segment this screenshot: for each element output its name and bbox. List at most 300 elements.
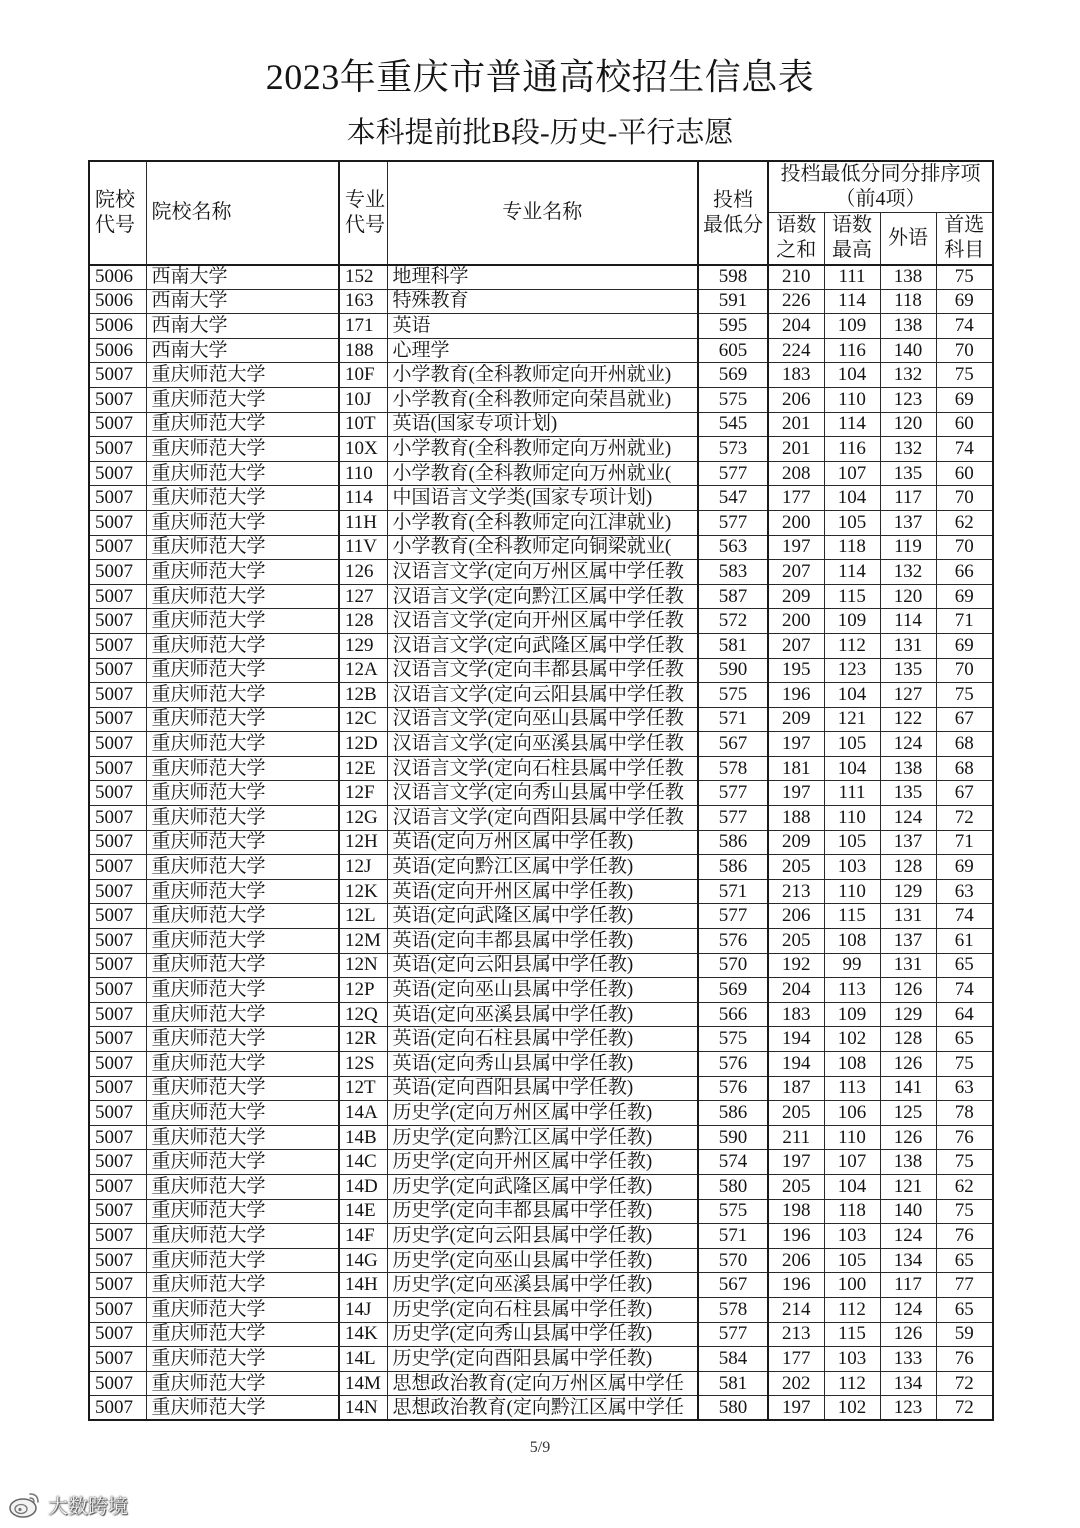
cell-foreign-language: 138 (880, 756, 936, 781)
cell-first-subject: 62 (936, 1174, 993, 1199)
cell-foreign-language: 135 (880, 461, 936, 486)
table-row (89, 510, 993, 535)
cell-school-code: 5007 (89, 584, 146, 609)
table-row (89, 1002, 993, 1027)
cell-min-score: 580 (698, 1174, 768, 1199)
cell-school-name: 重庆师范大学 (146, 1347, 339, 1372)
cell-chinese-math-sum: 197 (768, 1396, 824, 1421)
cell-first-subject: 71 (936, 830, 993, 855)
cell-min-score: 598 (698, 265, 768, 290)
header-first-subject (936, 213, 993, 265)
brand-watermark-text: 大数跨境 (48, 1494, 128, 1518)
cell-chinese-math-max: 116 (824, 437, 880, 462)
cell-foreign-language: 135 (880, 658, 936, 683)
cell-first-subject: 75 (936, 683, 993, 708)
cell-school-code: 5007 (89, 830, 146, 855)
cell-school-name: 重庆师范大学 (146, 732, 339, 757)
cell-chinese-math-max: 111 (824, 781, 880, 806)
header-school-code (89, 161, 146, 265)
cell-school-code: 5007 (89, 387, 146, 412)
cell-school-name: 重庆师范大学 (146, 1297, 339, 1322)
cell-chinese-math-max: 100 (824, 1273, 880, 1298)
cell-min-score: 591 (698, 289, 768, 314)
cell-school-code: 5007 (89, 732, 146, 757)
table-row (89, 1027, 993, 1052)
cell-major-code: 12R (339, 1027, 387, 1052)
weibo-icon (8, 1489, 42, 1524)
cell-min-score: 547 (698, 486, 768, 511)
cell-first-subject: 74 (936, 978, 993, 1003)
cell-major-name: 汉语言文学(定向云阳县属中学任教 (387, 683, 698, 708)
cell-chinese-math-sum: 224 (768, 338, 824, 363)
cell-chinese-math-sum: 205 (768, 1174, 824, 1199)
table-row (89, 314, 993, 339)
cell-min-score: 572 (698, 609, 768, 634)
cell-foreign-language: 124 (880, 1224, 936, 1249)
cell-foreign-language: 138 (880, 1150, 936, 1175)
cell-min-score: 577 (698, 461, 768, 486)
table-row (89, 879, 993, 904)
header-min-score-line1: 投档 (713, 188, 753, 211)
cell-chinese-math-max: 105 (824, 510, 880, 535)
cell-major-name: 思想政治教育(定向黔江区属中学任 (387, 1396, 698, 1421)
cell-first-subject: 60 (936, 412, 993, 437)
cell-major-name: 英语(定向秀山县属中学任教) (387, 1052, 698, 1077)
cell-min-score: 570 (698, 1248, 768, 1273)
table-row (89, 658, 993, 683)
cell-chinese-math-sum: 196 (768, 1273, 824, 1298)
cell-chinese-math-max: 104 (824, 363, 880, 388)
cell-min-score: 566 (698, 1002, 768, 1027)
cell-first-subject: 64 (936, 1002, 993, 1027)
cell-first-subject: 75 (936, 363, 993, 388)
cell-chinese-math-sum: 213 (768, 1322, 824, 1347)
cell-major-name: 历史学(定向巫山县属中学任教) (387, 1248, 698, 1273)
cell-foreign-language: 129 (880, 1002, 936, 1027)
cell-school-name: 重庆师范大学 (146, 879, 339, 904)
cell-school-name: 重庆师范大学 (146, 1027, 339, 1052)
cell-school-name: 重庆师范大学 (146, 560, 339, 585)
cell-min-score: 567 (698, 1273, 768, 1298)
cell-min-score: 575 (698, 1027, 768, 1052)
cell-major-name: 历史学(定向万州区属中学任教) (387, 1101, 698, 1126)
cell-first-subject: 72 (936, 1396, 993, 1421)
cell-major-code: 126 (339, 560, 387, 585)
header-school-name-label: 院校名称 (151, 201, 232, 224)
cell-chinese-math-sum: 197 (768, 1150, 824, 1175)
table-row (89, 1347, 993, 1372)
cell-school-name: 重庆师范大学 (146, 1396, 339, 1421)
cell-major-name: 心理学 (387, 338, 698, 363)
table-row (89, 265, 993, 290)
cell-school-code: 5007 (89, 1347, 146, 1372)
table-row (89, 338, 993, 363)
cell-first-subject: 72 (936, 1371, 993, 1396)
table-row (89, 929, 993, 954)
table-row (89, 1224, 993, 1249)
cell-school-code: 5007 (89, 1371, 146, 1396)
cell-foreign-language: 131 (880, 904, 936, 929)
cell-min-score: 577 (698, 510, 768, 535)
cell-first-subject: 61 (936, 929, 993, 954)
cell-chinese-math-max: 113 (824, 1076, 880, 1101)
cell-chinese-math-max: 105 (824, 1248, 880, 1273)
cell-school-name: 重庆师范大学 (146, 387, 339, 412)
cell-first-subject: 70 (936, 338, 993, 363)
cell-school-name: 重庆师范大学 (146, 683, 339, 708)
table-row (89, 584, 993, 609)
cell-chinese-math-sum: 206 (768, 1248, 824, 1273)
cell-school-code: 5007 (89, 683, 146, 708)
cell-foreign-language: 132 (880, 560, 936, 585)
cell-school-code: 5007 (89, 1002, 146, 1027)
cell-foreign-language: 134 (880, 1371, 936, 1396)
cell-school-code: 5007 (89, 929, 146, 954)
cell-foreign-language: 138 (880, 314, 936, 339)
cell-chinese-math-max: 103 (824, 1224, 880, 1249)
cell-school-name: 重庆师范大学 (146, 978, 339, 1003)
cell-school-code: 5006 (89, 289, 146, 314)
cell-chinese-math-max: 118 (824, 535, 880, 560)
cell-major-code: 114 (339, 486, 387, 511)
cell-major-code: 127 (339, 584, 387, 609)
cell-first-subject: 69 (936, 387, 993, 412)
cell-first-subject: 65 (936, 953, 993, 978)
table-row (89, 756, 993, 781)
cell-major-name: 历史学(定向开州区属中学任教) (387, 1150, 698, 1175)
cell-school-code: 5007 (89, 363, 146, 388)
cell-chinese-math-sum: 209 (768, 830, 824, 855)
cell-major-name: 历史学(定向武隆区属中学任教) (387, 1174, 698, 1199)
cell-school-name: 重庆师范大学 (146, 1224, 339, 1249)
cell-first-subject: 67 (936, 707, 993, 732)
cell-school-code: 5007 (89, 1224, 146, 1249)
page-subtitle: 本科提前批B段-历史-平行志愿 (346, 117, 734, 149)
cell-major-code: 14J (339, 1297, 387, 1322)
header-school-code-line1: 院校 (95, 188, 135, 211)
cell-first-subject: 62 (936, 510, 993, 535)
cell-foreign-language: 120 (880, 584, 936, 609)
cell-school-code: 5006 (89, 338, 146, 363)
cell-chinese-math-max: 108 (824, 1052, 880, 1077)
cell-chinese-math-max: 109 (824, 1002, 880, 1027)
header-school-name (146, 161, 339, 265)
header-chinese-math-sum (768, 213, 824, 265)
table-row (89, 461, 993, 486)
cell-major-code: 14C (339, 1150, 387, 1175)
cell-chinese-math-sum: 204 (768, 978, 824, 1003)
cell-major-name: 历史学(定向云阳县属中学任教) (387, 1224, 698, 1249)
cell-chinese-math-sum: 195 (768, 658, 824, 683)
cell-major-name: 小学教育(全科教师定向万州就业) (387, 437, 698, 462)
cell-school-name: 重庆师范大学 (146, 1101, 339, 1126)
cell-chinese-math-max: 121 (824, 707, 880, 732)
cell-school-code: 5007 (89, 1396, 146, 1421)
cell-major-code: 12G (339, 806, 387, 831)
cell-school-name: 西南大学 (146, 265, 339, 290)
cell-min-score: 590 (698, 1125, 768, 1150)
cell-chinese-math-max: 105 (824, 732, 880, 757)
cell-major-name: 英语(定向巫溪县属中学任教) (387, 1002, 698, 1027)
cell-chinese-math-sum: 205 (768, 1101, 824, 1126)
table-row (89, 1076, 993, 1101)
cell-school-code: 5007 (89, 1052, 146, 1077)
cell-min-score: 581 (698, 633, 768, 658)
cell-major-name: 英语(定向巫山县属中学任教) (387, 978, 698, 1003)
header-tiebreak-group-line1: 投档最低分同分排序项 (780, 163, 981, 185)
table-row (89, 953, 993, 978)
cell-chinese-math-sum: 209 (768, 707, 824, 732)
cell-school-code: 5007 (89, 633, 146, 658)
cell-foreign-language: 126 (880, 1052, 936, 1077)
cell-foreign-language: 125 (880, 1101, 936, 1126)
cell-major-code: 10J (339, 387, 387, 412)
cell-chinese-math-max: 115 (824, 584, 880, 609)
cell-min-score: 576 (698, 929, 768, 954)
header-tiebreak-group (768, 161, 993, 213)
cell-chinese-math-sum: 208 (768, 461, 824, 486)
cell-school-code: 5007 (89, 461, 146, 486)
cell-first-subject: 68 (936, 732, 993, 757)
cell-chinese-math-max: 104 (824, 683, 880, 708)
cell-foreign-language: 132 (880, 437, 936, 462)
cell-first-subject: 71 (936, 609, 993, 634)
cell-school-name: 重庆师范大学 (146, 1002, 339, 1027)
cell-major-code: 12A (339, 658, 387, 683)
cell-school-code: 5007 (89, 904, 146, 929)
cell-school-name: 重庆师范大学 (146, 781, 339, 806)
cell-major-name: 汉语言文学(定向石柱县属中学任教 (387, 756, 698, 781)
cell-school-code: 5007 (89, 806, 146, 831)
cell-school-name: 重庆师范大学 (146, 510, 339, 535)
cell-chinese-math-max: 112 (824, 1297, 880, 1322)
cell-min-score: 583 (698, 560, 768, 585)
cell-school-code: 5007 (89, 1248, 146, 1273)
cell-first-subject: 74 (936, 314, 993, 339)
table-row (89, 830, 993, 855)
cell-chinese-math-sum: 207 (768, 560, 824, 585)
table-row (89, 1371, 993, 1396)
table-row (89, 560, 993, 585)
cell-school-code: 5007 (89, 756, 146, 781)
table-row (89, 1297, 993, 1322)
table-row (89, 732, 993, 757)
cell-major-code: 14N (339, 1396, 387, 1421)
header-major-code (339, 161, 387, 265)
cell-major-name: 小学教育(全科教师定向万州就业( (387, 461, 698, 486)
cell-chinese-math-max: 113 (824, 978, 880, 1003)
cell-chinese-math-sum: 226 (768, 289, 824, 314)
cell-major-code: 14A (339, 1101, 387, 1126)
cell-major-code: 14G (339, 1248, 387, 1273)
table-row (89, 387, 993, 412)
cell-min-score: 575 (698, 683, 768, 708)
cell-major-name: 小学教育(全科教师定向开州就业) (387, 363, 698, 388)
table-header (89, 161, 993, 265)
cell-chinese-math-max: 115 (824, 904, 880, 929)
header-chinese-math-sum-line2: 之和 (776, 239, 817, 262)
cell-major-name: 汉语言文学(定向丰都县属中学任教 (387, 658, 698, 683)
cell-min-score: 590 (698, 658, 768, 683)
cell-school-name: 重庆师范大学 (146, 584, 339, 609)
cell-chinese-math-sum: 213 (768, 879, 824, 904)
cell-major-name: 英语(定向石柱县属中学任教) (387, 1027, 698, 1052)
cell-first-subject: 68 (936, 756, 993, 781)
cell-chinese-math-sum: 194 (768, 1052, 824, 1077)
cell-chinese-math-max: 103 (824, 855, 880, 880)
cell-school-name: 重庆师范大学 (146, 1174, 339, 1199)
cell-min-score: 577 (698, 1322, 768, 1347)
table-row (89, 1199, 993, 1224)
cell-major-code: 12J (339, 855, 387, 880)
cell-min-score: 569 (698, 978, 768, 1003)
cell-school-name: 重庆师范大学 (146, 929, 339, 954)
cell-major-name: 英语(定向丰都县属中学任教) (387, 929, 698, 954)
cell-foreign-language: 131 (880, 633, 936, 658)
cell-min-score: 595 (698, 314, 768, 339)
cell-major-name: 汉语言文学(定向秀山县属中学任教 (387, 781, 698, 806)
cell-major-name: 汉语言文学(定向万州区属中学任教 (387, 560, 698, 585)
cell-school-code: 5007 (89, 437, 146, 462)
cell-first-subject: 65 (936, 1027, 993, 1052)
cell-min-score: 577 (698, 904, 768, 929)
cell-major-code: 152 (339, 265, 387, 290)
cell-first-subject: 63 (936, 1076, 993, 1101)
cell-school-name: 西南大学 (146, 314, 339, 339)
cell-school-name: 重庆师范大学 (146, 1150, 339, 1175)
cell-chinese-math-max: 118 (824, 1199, 880, 1224)
cell-foreign-language: 119 (880, 535, 936, 560)
cell-chinese-math-sum: 196 (768, 683, 824, 708)
cell-first-subject: 75 (936, 265, 993, 290)
cell-school-code: 5007 (89, 978, 146, 1003)
table-row (89, 437, 993, 462)
cell-chinese-math-sum: 202 (768, 1371, 824, 1396)
cell-major-code: 163 (339, 289, 387, 314)
header-chinese-math-max (824, 213, 880, 265)
cell-major-code: 10T (339, 412, 387, 437)
cell-chinese-math-sum: 214 (768, 1297, 824, 1322)
cell-min-score: 580 (698, 1396, 768, 1421)
cell-chinese-math-max: 114 (824, 412, 880, 437)
cell-school-code: 5007 (89, 953, 146, 978)
cell-foreign-language: 117 (880, 1273, 936, 1298)
cell-major-name: 汉语言文学(定向巫溪县属中学任教 (387, 732, 698, 757)
cell-school-name: 西南大学 (146, 338, 339, 363)
table-row (89, 1101, 993, 1126)
cell-first-subject: 76 (936, 1224, 993, 1249)
cell-chinese-math-max: 109 (824, 314, 880, 339)
table-row (89, 1322, 993, 1347)
cell-chinese-math-sum: 183 (768, 1002, 824, 1027)
table-row (89, 978, 993, 1003)
cell-foreign-language: 140 (880, 338, 936, 363)
cell-chinese-math-max: 105 (824, 830, 880, 855)
header-min-score (698, 161, 768, 265)
cell-chinese-math-max: 110 (824, 1125, 880, 1150)
table-row (89, 363, 993, 388)
cell-major-code: 12S (339, 1052, 387, 1077)
header-major-name (387, 161, 698, 265)
cell-major-name: 小学教育(全科教师定向铜梁就业( (387, 535, 698, 560)
cell-chinese-math-max: 108 (824, 929, 880, 954)
cell-min-score: 571 (698, 707, 768, 732)
cell-chinese-math-sum: 177 (768, 1347, 824, 1372)
cell-school-name: 西南大学 (146, 289, 339, 314)
header-major-name-label: 专业名称 (502, 201, 583, 224)
cell-min-score: 577 (698, 806, 768, 831)
header-foreign-language (880, 213, 936, 265)
header-chinese-math-max-line2: 最高 (832, 239, 872, 262)
cell-chinese-math-max: 112 (824, 1371, 880, 1396)
cell-major-name: 历史学(定向黔江区属中学任教) (387, 1125, 698, 1150)
cell-chinese-math-max: 112 (824, 633, 880, 658)
cell-chinese-math-max: 116 (824, 338, 880, 363)
cell-school-code: 5006 (89, 314, 146, 339)
cell-foreign-language: 137 (880, 830, 936, 855)
cell-first-subject: 75 (936, 1199, 993, 1224)
cell-chinese-math-sum: 183 (768, 363, 824, 388)
cell-first-subject: 69 (936, 584, 993, 609)
cell-school-code: 5007 (89, 510, 146, 535)
cell-school-name: 重庆师范大学 (146, 363, 339, 388)
cell-min-score: 586 (698, 1101, 768, 1126)
cell-chinese-math-max: 102 (824, 1396, 880, 1421)
cell-foreign-language: 141 (880, 1076, 936, 1101)
cell-major-name: 英语(定向万州区属中学任教) (387, 830, 698, 855)
cell-school-name: 重庆师范大学 (146, 830, 339, 855)
cell-major-code: 12C (339, 707, 387, 732)
cell-first-subject: 66 (936, 560, 993, 585)
cell-school-name: 重庆师范大学 (146, 633, 339, 658)
cell-chinese-math-sum: 187 (768, 1076, 824, 1101)
cell-foreign-language: 120 (880, 412, 936, 437)
cell-foreign-language: 124 (880, 806, 936, 831)
cell-foreign-language: 126 (880, 978, 936, 1003)
cell-min-score: 587 (698, 584, 768, 609)
cell-school-code: 5007 (89, 1101, 146, 1126)
cell-major-code: 14M (339, 1371, 387, 1396)
cell-major-name: 中国语言文学类(国家专项计划) (387, 486, 698, 511)
table-row (89, 1125, 993, 1150)
cell-first-subject: 77 (936, 1273, 993, 1298)
cell-chinese-math-sum: 206 (768, 904, 824, 929)
cell-foreign-language: 123 (880, 1396, 936, 1421)
table-row (89, 1150, 993, 1175)
header-chinese-math-max-line1: 语数 (832, 214, 872, 237)
cell-major-code: 10F (339, 363, 387, 388)
cell-first-subject: 69 (936, 855, 993, 880)
cell-major-name: 汉语言文学(定向黔江区属中学任教 (387, 584, 698, 609)
cell-foreign-language: 126 (880, 1125, 936, 1150)
header-school-code-line2: 代号 (95, 213, 135, 236)
cell-school-code: 5007 (89, 781, 146, 806)
cell-major-name: 汉语言文学(定向开州区属中学任教 (387, 609, 698, 634)
cell-foreign-language: 124 (880, 1297, 936, 1322)
cell-major-code: 14F (339, 1224, 387, 1249)
cell-school-name: 重庆师范大学 (146, 904, 339, 929)
table-row (89, 707, 993, 732)
cell-first-subject: 78 (936, 1101, 993, 1126)
cell-foreign-language: 123 (880, 387, 936, 412)
header-first-subject-line1: 首选 (944, 214, 985, 237)
cell-first-subject: 72 (936, 806, 993, 831)
cell-chinese-math-max: 104 (824, 486, 880, 511)
table-row (89, 535, 993, 560)
cell-major-code: 10X (339, 437, 387, 462)
cell-foreign-language: 122 (880, 707, 936, 732)
cell-school-name: 重庆师范大学 (146, 1273, 339, 1298)
